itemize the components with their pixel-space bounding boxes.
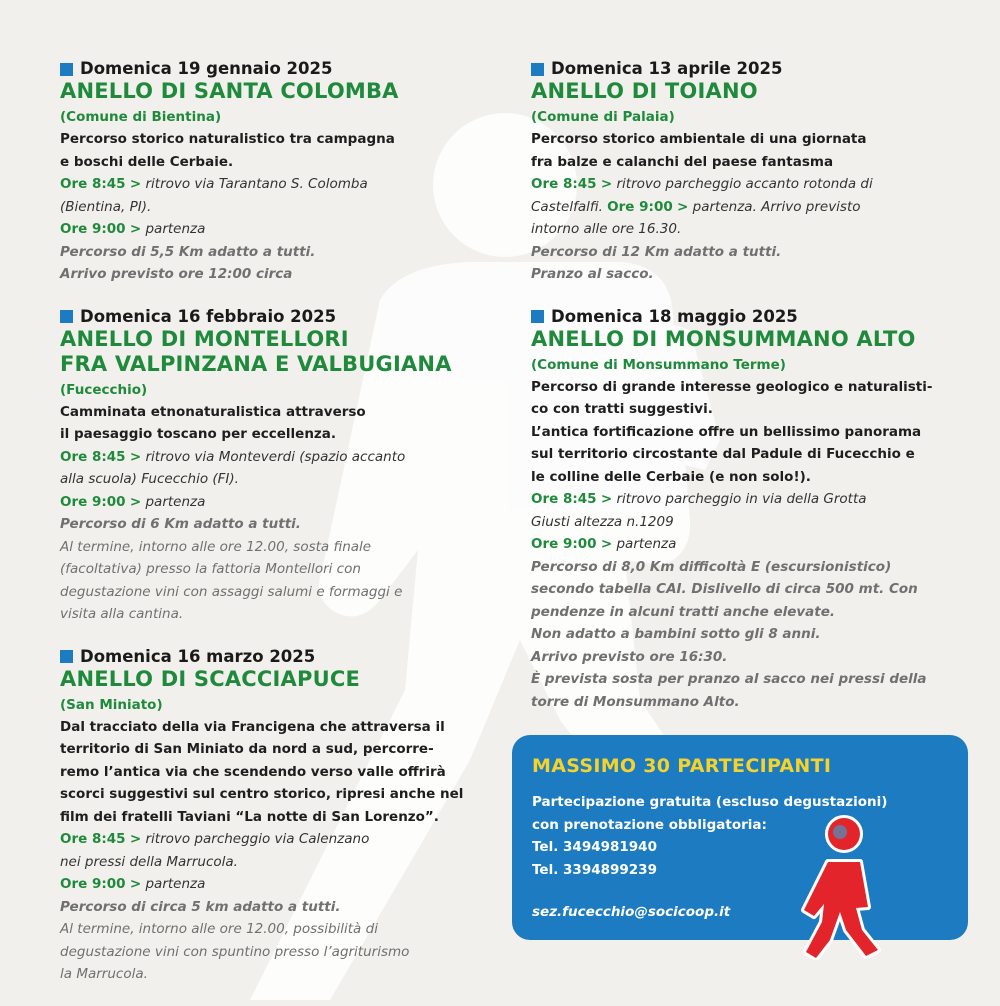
event-description-line: le colline delle Cerbaie (e non solo!).	[531, 468, 811, 485]
arrow-icon: >	[129, 176, 142, 192]
schedule-time: Ore 8:45	[60, 831, 126, 847]
schedule-line	[60, 828, 480, 851]
square-bullet-icon	[60, 650, 73, 663]
event-date: Domenica 13 aprile 2025	[551, 59, 783, 78]
event-date-line	[60, 58, 480, 80]
event-title: ANELLO DI MONTELLORI	[60, 326, 349, 351]
event-note-line: pendenze in alcuni tratti anche elevate.	[531, 603, 836, 620]
event-note-line: degustazione vini con assaggi salumi e formaggi e	[60, 583, 403, 600]
event-note-line: Al termine, intorno alle ore 12.00, sosta finale	[60, 538, 372, 555]
event-title: ANELLO DI SCACCIAPUCE	[60, 666, 360, 691]
schedule-text: Giusti altezza n.1209	[531, 513, 674, 530]
event-note-line: la Marrucola.	[60, 966, 148, 982]
schedule-text: intorno alle ore 16.30.	[531, 221, 682, 237]
event-note-line: È prevista sosta per pranzo al sacco nei pressi della	[531, 671, 927, 687]
right-column	[531, 58, 951, 733]
schedule-line	[531, 196, 951, 219]
schedule-line	[60, 196, 480, 219]
arrow-icon: >	[129, 876, 142, 892]
schedule-text: partenza	[145, 221, 206, 237]
event-date-line	[531, 306, 951, 328]
schedule-text: partenza	[145, 493, 206, 510]
event-description-line: co con tratti suggestivi.	[531, 401, 713, 417]
event-block	[531, 58, 951, 286]
event-note-line: Percorso di 8,0 Km difficoltà E (escursionistico)	[531, 558, 892, 575]
event-description-line: Dal tracciato della via Francigena che attraversa il	[60, 718, 445, 735]
square-bullet-icon	[531, 63, 544, 76]
event-description-line: e boschi delle Cerbaie.	[60, 153, 234, 170]
event-description-line: Percorso storico ambientale di una giornata	[531, 131, 867, 147]
schedule-text: Castelfalfi.	[531, 198, 603, 215]
event-description-line: il paesaggio toscano per eccellenza.	[60, 426, 337, 442]
event-date-line	[531, 58, 951, 80]
arrow-icon: >	[600, 491, 613, 507]
event-description-line: remo l’antica via che scendendo verso valle offrirà	[60, 763, 446, 780]
schedule-text: ritrovo parcheggio accanto rotonda di	[616, 176, 873, 192]
event-date: Domenica 18 maggio 2025	[551, 306, 798, 326]
event-note-line: Pranzo al sacco.	[531, 266, 654, 282]
email-link[interactable]: sez.fucecchio@socicoop.it	[532, 904, 731, 920]
event-block	[60, 646, 480, 986]
schedule-line	[531, 173, 951, 196]
event-note-line: Percorso di circa 5 km adatto a tutti.	[60, 898, 341, 915]
schedule-time: Ore 9:00	[60, 876, 126, 892]
event-title: ANELLO DI TOIANO	[531, 79, 758, 103]
schedule-line	[531, 218, 951, 241]
schedule-time: Ore 9:00	[60, 493, 126, 510]
schedule-line	[60, 491, 480, 514]
schedule-line	[60, 173, 480, 196]
schedule-text: nei pressi della Marrucola.	[60, 853, 238, 870]
event-note-line: Non adatto a bambini sotto gli 8 anni.	[531, 626, 821, 642]
event-description-line: Camminata etnonaturalistica attraverso	[60, 403, 366, 420]
arrow-icon: >	[600, 536, 613, 552]
booking-required-text: con prenotazione obbligatoria:	[532, 816, 767, 833]
event-description-line: territorio di San Miniato da nord a sud, percorre-	[60, 741, 434, 757]
event-date: Domenica 19 gennaio 2025	[80, 59, 333, 78]
info-box	[512, 735, 968, 940]
phone-1[interactable]: Tel. 3494981940	[532, 839, 657, 855]
arrow-icon: >	[129, 221, 142, 237]
event-date: Domenica 16 marzo 2025	[80, 646, 316, 666]
event-note-line: visita alla cantina.	[60, 606, 184, 622]
event-block	[60, 58, 480, 286]
schedule-time: Ore 8:45	[531, 491, 597, 507]
schedule-line	[60, 446, 480, 469]
event-description-line: film dei fratelli Taviani “La notte di San Lorenzo”.	[60, 808, 439, 825]
schedule-line	[60, 851, 480, 874]
schedule-text: (Bientina, PI).	[60, 198, 152, 215]
arrow-icon: >	[129, 493, 142, 510]
event-date-line	[60, 306, 480, 328]
square-bullet-icon	[531, 310, 544, 323]
event-title: FRA VALPINZANA E VALBUGIANA	[60, 351, 452, 376]
event-description-line: scorci suggestivi sul centro storico, ripresi anche nel	[60, 786, 464, 802]
event-title: ANELLO DI MONSUMMANO ALTO	[531, 326, 916, 351]
schedule-text: alla scuola) Fucecchio (FI).	[60, 471, 239, 487]
event-note-line: degustazione vini con spuntino presso l’agriturismo	[60, 943, 410, 960]
left-column	[60, 58, 480, 1006]
event-description-line: fra balze e calanchi del paese fantasma	[531, 153, 834, 170]
event-note-line: Al termine, intorno alle ore 12.00, possibilità di	[60, 921, 378, 937]
schedule-line	[60, 218, 480, 241]
event-description-line: L’antica fortificazione offre un bellissimo panorama	[531, 423, 922, 440]
free-participation-text: Partecipazione gratuita (escluso degustazioni)	[532, 794, 888, 810]
schedule-line	[60, 873, 480, 896]
schedule-line	[531, 533, 951, 556]
arrow-icon: >	[677, 198, 689, 215]
square-bullet-icon	[60, 310, 73, 323]
schedule-time: Ore 9:00	[60, 221, 126, 237]
schedule-text: ritrovo via Tarantano S. Colomba	[145, 176, 368, 192]
schedule-time: Ore 8:45	[531, 176, 597, 192]
schedule-text: ritrovo parcheggio via Calenzano	[145, 831, 370, 847]
phone-2[interactable]: Tel. 3394899239	[532, 861, 657, 878]
event-note-line: Arrivo previsto ore 12:00 circa	[60, 266, 293, 282]
event-description-line: Percorso di grande interesse geologico e naturalisti-	[531, 378, 933, 395]
event-note-line: torre di Monsummano Alto.	[531, 693, 740, 710]
schedule-line	[531, 511, 951, 534]
event-block	[531, 306, 951, 714]
max-participants-heading: MASSIMO 30 PARTECIPANTI	[532, 755, 832, 777]
walking-person-icon	[798, 812, 894, 960]
event-location: (Comune di Palaia)	[531, 109, 675, 125]
event-description-line: sul territorio circostante dal Padule di Fucecchio e	[531, 446, 915, 462]
schedule-time: Ore 8:45	[60, 176, 126, 192]
event-location: (Comune di Bientina)	[60, 109, 222, 125]
event-note-line: Percorso di 12 Km adatto a tutti.	[531, 243, 782, 260]
schedule-time: Ore 9:00	[607, 198, 673, 215]
event-title: ANELLO DI SANTA COLOMBA	[60, 79, 399, 103]
schedule-text: partenza	[616, 536, 677, 552]
arrow-icon: >	[600, 176, 613, 192]
schedule-time: Ore 8:45	[60, 448, 126, 465]
event-location: (San Miniato)	[60, 696, 163, 713]
event-note-line: (facoltativa) presso la fattoria Montellori con	[60, 561, 361, 577]
schedule-line	[60, 468, 480, 491]
event-date: Domenica 16 febbraio 2025	[80, 306, 337, 326]
schedule-time: Ore 9:00	[531, 536, 597, 552]
schedule-text: ritrovo via Monteverdi (spazio accanto	[145, 448, 406, 465]
event-date-line	[60, 646, 480, 668]
square-bullet-icon	[60, 63, 73, 76]
event-location: (Comune di Monsummano Terme)	[531, 356, 786, 373]
event-description-line: Percorso storico naturalistico tra campagna	[60, 131, 395, 147]
event-location: (Fucecchio)	[60, 381, 148, 398]
event-note-line: Percorso di 5,5 Km adatto a tutti.	[60, 243, 316, 260]
arrow-icon: >	[129, 448, 142, 465]
arrow-icon: >	[129, 831, 142, 847]
event-block	[60, 306, 480, 626]
schedule-text: partenza	[145, 876, 206, 892]
schedule-text: ritrovo parcheggio in via della Grotta	[616, 491, 867, 507]
schedule-line	[531, 488, 951, 511]
event-note-line: Arrivo previsto ore 16:30.	[531, 648, 728, 665]
event-note-line: Percorso di 6 Km adatto a tutti.	[60, 516, 301, 532]
event-note-line: secondo tabella CAI. Dislivello di circa 500 mt. Con	[531, 581, 918, 597]
schedule-text: partenza. Arrivo previsto	[692, 198, 861, 215]
